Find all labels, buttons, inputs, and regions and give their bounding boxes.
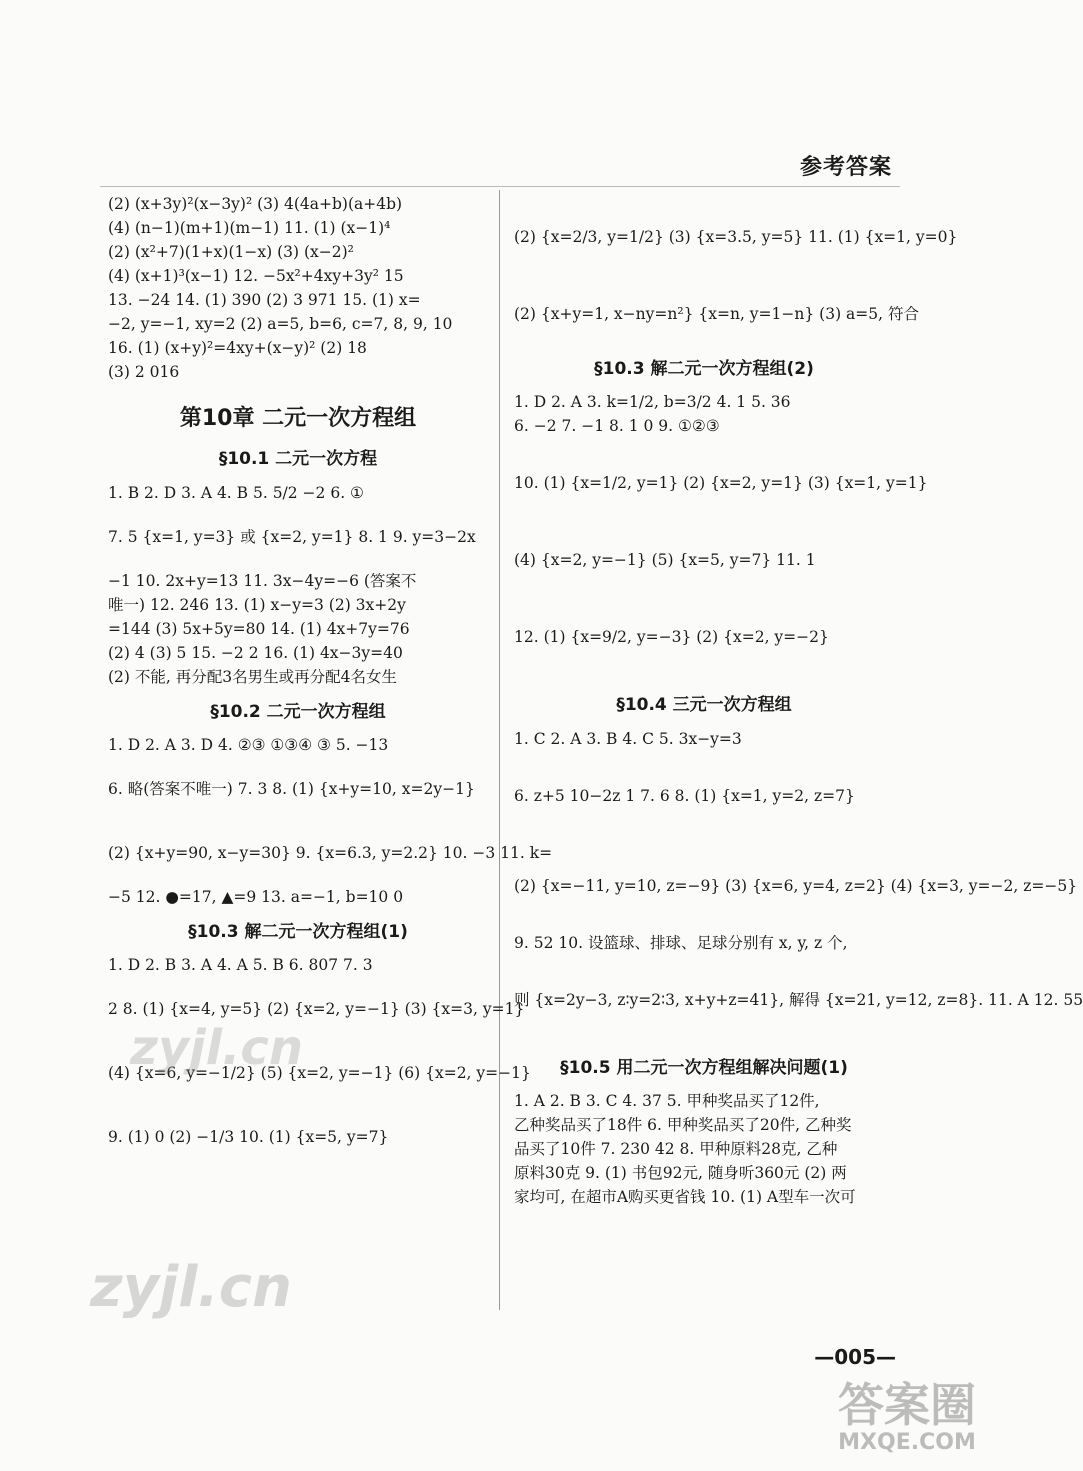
section-title: §10.3 解二元一次方程组(1) — [188, 922, 408, 943]
answer-line: 7. 5 {x=1, y=3} 或 {x=2, y=1} 8. 1 9. y=3−2x — [108, 527, 476, 546]
answer-line: 9. 52 10. 设篮球、排球、足球分别有 x, y, z 个, — [514, 933, 848, 952]
answer-line: 则 {x=2y−3, z∶y=2∶3, x+y+z=41}, 解得 {x=21, y=12, z=8}. 11. A 12. 55 — [514, 990, 1083, 1009]
answer-line: 6. 略(答案不唯一) 7. 3 8. (1) {x+y=10, x=2y−1} — [108, 780, 475, 798]
answer-line: (4) {x=2, y=−1} (5) {x=5, y=7} 11. 1 — [514, 551, 816, 570]
answer-line: 10. (1) {x=1/2, y=1} (2) {x=2, y=1} (3) {x=1, y=1} — [514, 474, 928, 493]
chapter-title: 第10章 二元一次方程组 — [179, 406, 417, 432]
column-divider — [499, 190, 500, 1310]
page-number: —005— — [814, 1345, 896, 1369]
page-header-title: 参考答案 — [799, 155, 892, 180]
right-column — [514, 192, 1083, 1209]
answer-line: 6. z+5 10−2z 1 7. 6 8. (1) {x=1, y=2, z=7} — [514, 786, 855, 805]
section-title: §10.4 三元一次方程组 — [616, 695, 792, 716]
section-title: §10.1 二元一次方程 — [218, 449, 378, 470]
answer-line: (4) (n−1)(m+1)(m−1) 11. (1) (x−1)⁴ — [108, 219, 391, 238]
answer-line: 9. (1) 0 (2) −1/3 10. (1) {x=5, y=7} — [108, 1128, 389, 1147]
answer-line: (3) 2 016 — [108, 363, 180, 382]
answer-line: 6. −2 7. −1 8. 1 0 9. ①②③ — [514, 417, 720, 436]
answer-line: 1. D 2. B 3. A 4. A 5. B 6. 807 7. 3 — [108, 956, 373, 975]
answer-line: (2) {x+y=90, x−y=30} 9. {x=6.3, y=2.2} 10. −3 11. k= — [108, 844, 553, 862]
answer-line: (4) (x+1)³(x−1) 12. −5x²+4xy+3y² 15 — [108, 267, 404, 286]
answer-line: −1 10. 2x+y=13 11. 3x−4y=−6 (答案不 — [108, 571, 417, 590]
section-title: §10.3 解二元一次方程组(2) — [594, 359, 814, 379]
answer-line: (4) {x=6, y=−1/2} (5) {x=2, y=−1} (6) {x=2, y=−1} — [108, 1064, 531, 1083]
section-title: §10.2 二元一次方程组 — [210, 701, 386, 722]
answer-line: 1. B 2. D 3. A 4. B 5. 5/2 −2 6. ① — [108, 483, 364, 502]
answer-line: 2 8. (1) {x=4, y=5} (2) {x=2, y=−1} (3) {x=3, y=1} — [108, 1000, 525, 1019]
answer-line: (2) {x=2/3, y=1/2} (3) {x=3.5, y=5} 11. (1) {x=1, y=0} — [514, 227, 958, 246]
answer-line: (2) (x²+7)(1+x)(1−x) (3) (x−2)² — [108, 243, 354, 262]
answer-line: 原料30克 9. (1) 书包92元, 随身听360元 (2) 两 — [514, 1164, 847, 1183]
answer-line: −5 12. ●=17, ▲=9 13. a=−1, b=10 0 — [108, 888, 404, 907]
answer-line: 1. D 2. A 3. k=1/2, b=3/2 4. 1 5. 36 — [514, 393, 791, 412]
answer-line: 12. (1) {x=9/2, y=−3} (2) {x=2, y=−2} — [514, 628, 829, 647]
answer-line: (2) {x+y=1, x−ny=n²} {x=n, y=1−n} (3) a=5, 符合 — [514, 304, 919, 323]
answer-line: 乙种奖品买了18件 6. 甲种奖品买了20件, 乙种奖 — [514, 1116, 852, 1135]
answer-line: 唯一) 12. 246 13. (1) x−y=3 (2) 3x+2y — [108, 595, 406, 614]
answer-line: 1. D 2. A 3. D 4. ②③ ①③④ ③ 5. −13 — [108, 736, 389, 754]
answer-line: 家均可, 在超市A购买更省钱 10. (1) A型车一次可 — [514, 1188, 856, 1207]
answer-line: 品买了10件 7. 230 42 8. 甲种原料28克, 乙种 — [514, 1140, 838, 1159]
watermark-corner — [838, 1380, 976, 1455]
answer-line: (2) 不能, 再分配3名男生或再分配4名女生 — [108, 667, 397, 686]
watermark-left: zyjl.cn — [90, 1255, 292, 1320]
answer-line: −2, y=−1, xy=2 (2) a=5, b=6, c=7, 8, 9, 10 — [108, 315, 453, 334]
watermark-corner-url: MXQE.COM — [838, 1429, 976, 1455]
section-title: §10.5 用二元一次方程组解决问题(1) — [560, 1057, 848, 1078]
answer-line: =144 (3) 5x+5y=80 14. (1) 4x+7y=76 — [108, 619, 410, 638]
header-rule — [100, 186, 900, 187]
answer-line: 13. −24 14. (1) 390 (2) 3 971 15. (1) x= — [108, 291, 421, 310]
answer-line: 1. A 2. B 3. C 4. 37 5. 甲种奖品买了12件, — [514, 1092, 820, 1111]
watermark-corner-logo: 答案圈 — [838, 1378, 976, 1433]
answer-line: (2) 4 (3) 5 15. −2 2 16. (1) 4x−3y=40 — [108, 643, 403, 662]
watermark-mid: zyjl.cn — [130, 1020, 303, 1076]
answer-line: (2) (x+3y)²(x−3y)² (3) 4(4a+b)(a+4b) — [108, 195, 403, 213]
answer-line: (2) {x=−11, y=10, z=−9} (3) {x=6, y=4, z=2} (4) {x=3, y=−2, z=−5} — [514, 876, 1078, 895]
answer-line: 16. (1) (x+y)²=4xy+(x−y)² (2) 18 — [108, 339, 367, 358]
answer-line: 1. C 2. A 3. B 4. C 5. 3x−y=3 — [514, 729, 742, 748]
